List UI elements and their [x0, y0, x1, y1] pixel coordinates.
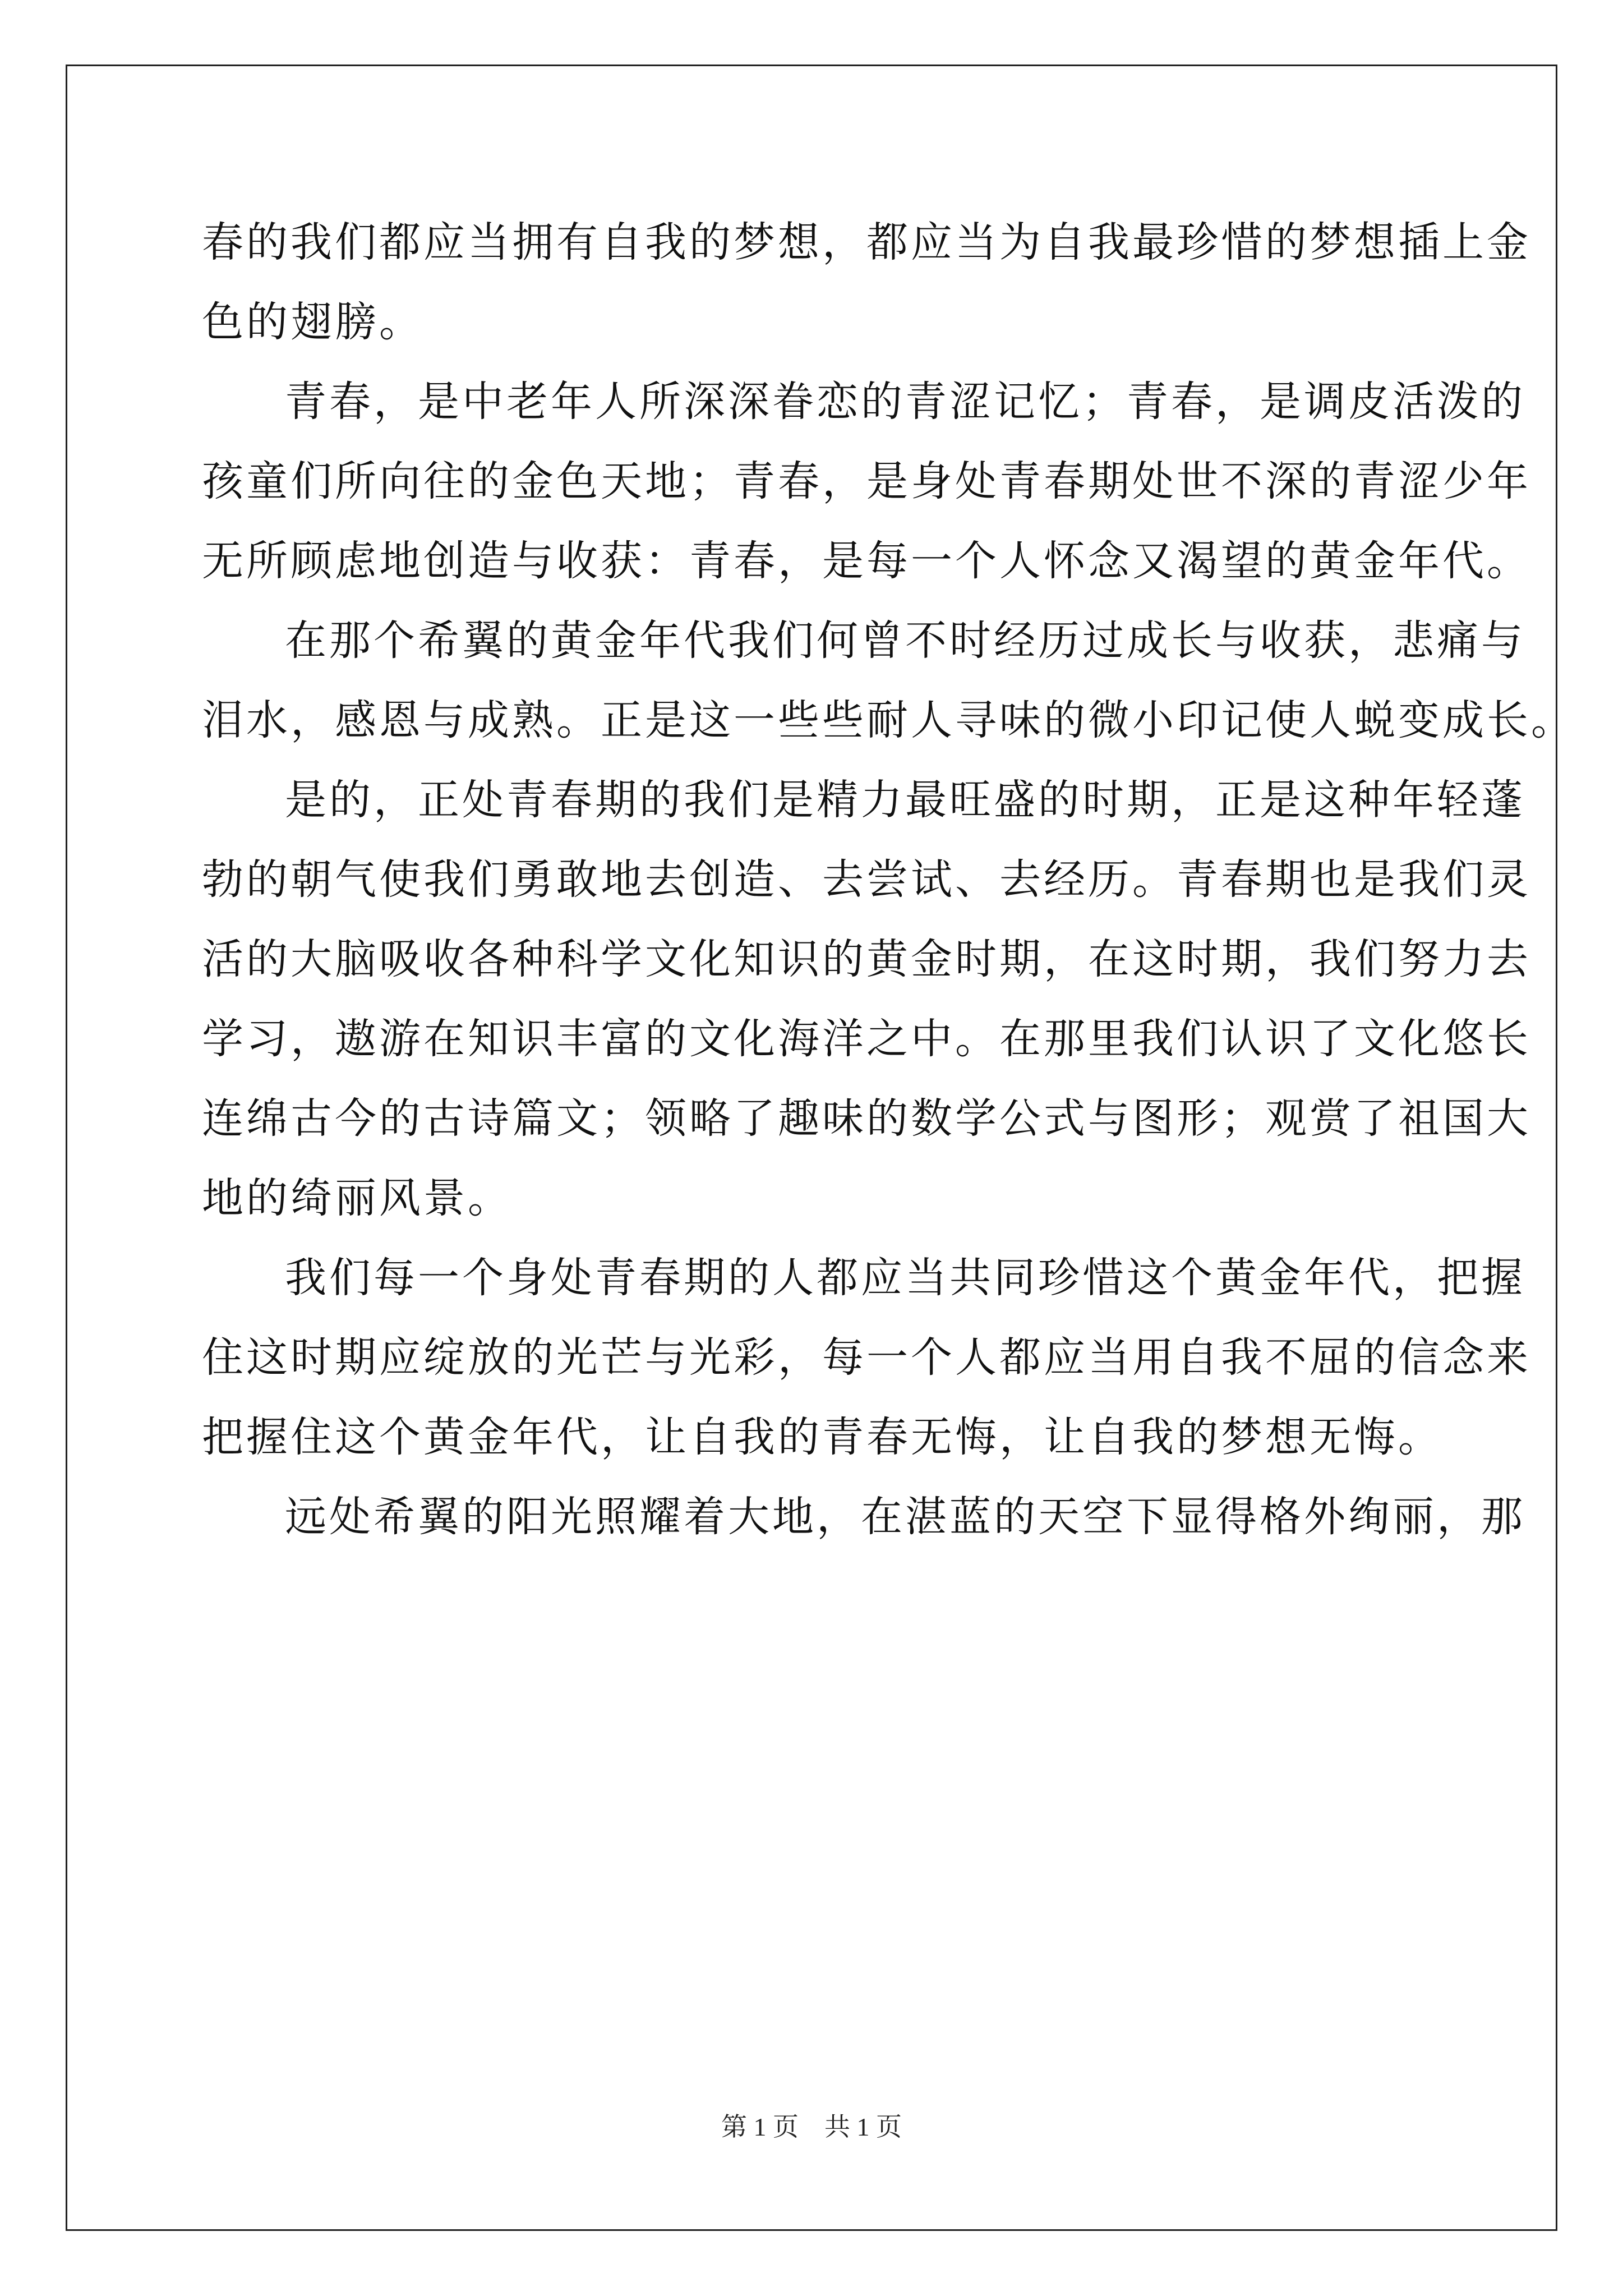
- paragraph-line: 地的绮丽风景。: [202, 1174, 512, 1222]
- paragraph-line: 我们每一个身处青春期的人都应当共同珍惜这个黄金年代，把握: [285, 1254, 1525, 1302]
- paragraph-line: 住这时期应绽放的光芒与光彩，每一个人都应当用自我不屈的信念来: [202, 1333, 1531, 1382]
- paragraph-line: 活的大脑吸收各种科学文化知识的黄金时期，在这时期，我们努力去: [202, 935, 1531, 983]
- paragraph-line: 泪水，感恩与成熟。正是这一些些耐人寻味的微小印记使人蜕变成长。: [202, 696, 1575, 744]
- paragraph-line: 学习，遨游在知识丰富的文化海洋之中。在那里我们认识了文化悠长: [202, 1015, 1531, 1063]
- paragraph-line: 远处希翼的阳光照耀着大地，在湛蓝的天空下显得格外绚丽，那: [285, 1493, 1525, 1541]
- paragraph-line: 色的翅膀。: [202, 298, 423, 346]
- page-footer: 第 1 页 共 1 页: [721, 2113, 902, 2141]
- paragraph-line: 孩童们所向往的金色天地；青春，是身处青春期处世不深的青涩少年: [202, 457, 1531, 505]
- paragraph-line: 勃的朝气使我们勇敢地去创造、去尝试、去经历。青春期也是我们灵: [202, 855, 1531, 904]
- paragraph-line: 是的，正处青春期的我们是精力最旺盛的时期，正是这种年轻蓬: [285, 776, 1525, 824]
- paragraph-line: 连绵古今的古诗篇文；领略了趣味的数学公式与图形；观赏了祖国大: [202, 1094, 1531, 1143]
- paragraph-line: 把握住这个黄金年代，让自我的青春无悔，让自我的梦想无悔。: [202, 1413, 1442, 1461]
- paragraph-line: 无所顾虑地创造与收获：青春，是每一个人怀念又渴望的黄金年代。: [202, 537, 1531, 585]
- paragraph-line: 在那个希翼的黄金年代我们何曾不时经历过成长与收获，悲痛与: [285, 616, 1525, 665]
- paragraph-line: 青春，是中老年人所深深眷恋的青涩记忆；青春，是调皮活泼的: [285, 378, 1525, 426]
- paragraph-line: 春的我们都应当拥有自我的梦想，都应当为自我最珍惜的梦想插上金: [202, 218, 1531, 266]
